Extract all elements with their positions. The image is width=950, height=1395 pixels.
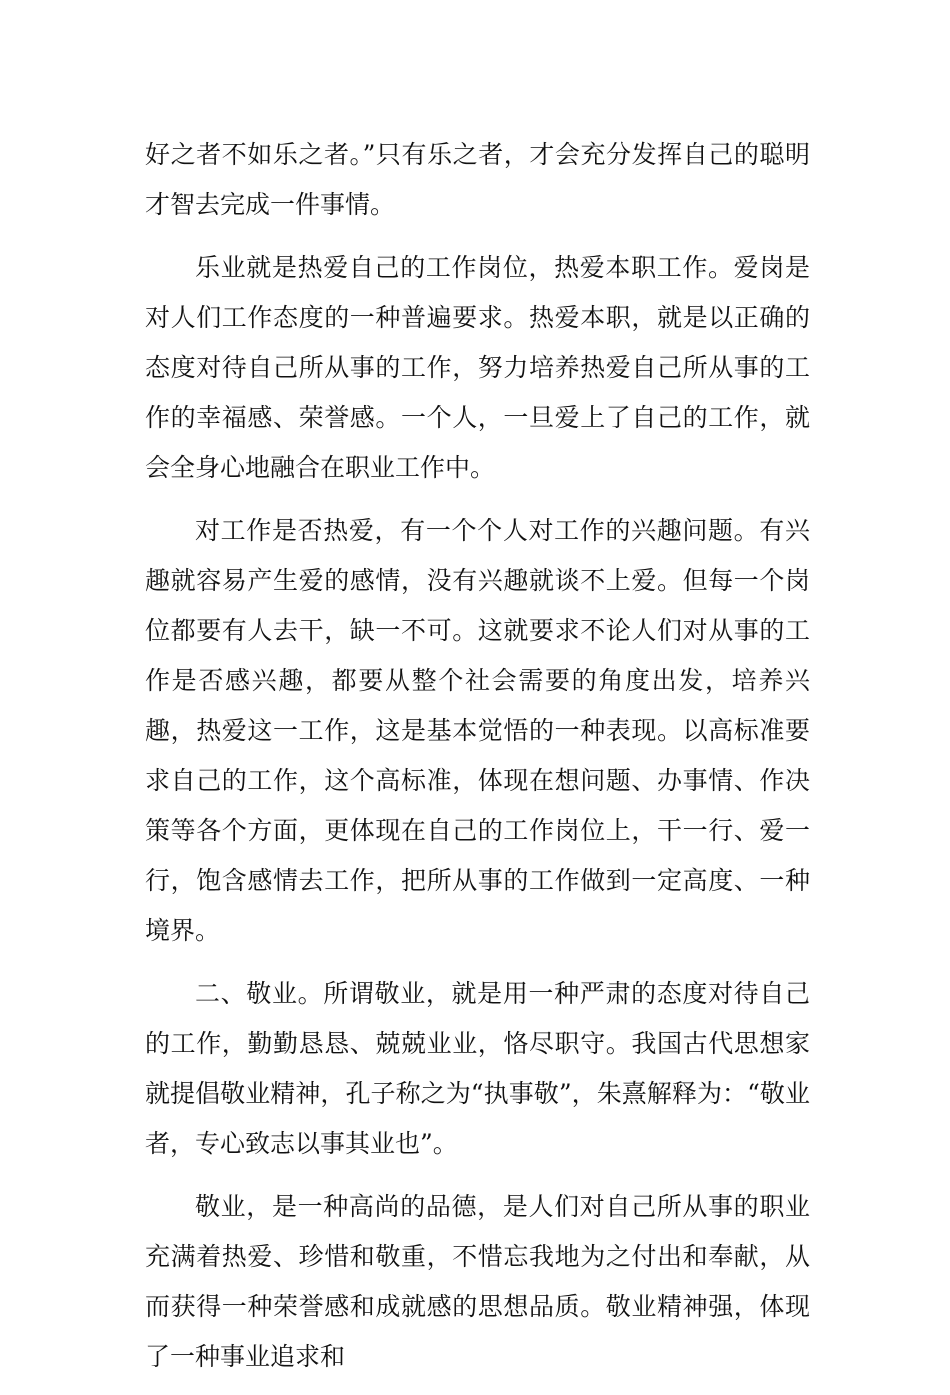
paragraph-leye: 乐业就是热爱自己的工作岗位，热爱本职工作。爱岗是对人们工作态度的一种普遍要求。热爱本职，就是以正确的态度对待自己所从事的工作，努力培养热爱自己所从事的工作的幸福感、荣誉感。一个人，一旦爱上了自己的工作，就会全身心地融合在职业工作中。 bbox=[145, 253, 810, 482]
document-body bbox=[145, 130, 810, 1395]
paragraph-continuation: 好之者不如乐之者。”只有乐之者，才会充分发挥自己的聪明才智去完成一件事情。 bbox=[145, 140, 810, 219]
paragraph-jingye-heading: 二、敬业。所谓敬业，就是用一种严肃的态度对待自己的工作，勤勤恳恳、兢兢业业，恪尽职守。我国古代思想家就提倡敬业精神，孔子称之为“执事敬”，朱熹解释为：“敬业者，专心致志以事其业也”。 bbox=[145, 979, 810, 1158]
paragraph-interest: 对工作是否热爱，有一个个人对工作的兴趣问题。有兴趣就容易产生爱的感情，没有兴趣就谈不上爱。但每一个岗位都要有人去干，缺一不可。这就要求不论人们对从事的工作是否感兴趣，都要从整个社会需要的角度出发，培养兴趣，热爱这一工作，这是基本觉悟的一种表现。以高标准要求自己的工作，这个高标准，体现在想问题、办事情、作决策等各个方面，更体现在自己的工作岗位上，干一行、爱一行，饱含感情去工作，把所从事的工作做到一定高度、一种境界。 bbox=[145, 516, 810, 945]
paragraph-jingye-virtue: 敬业，是一种高尚的品德，是人们对自己所从事的职业充满着热爱、珍惜和敬重，不惜忘我地为之付出和奉献，从而获得一种荣誉感和成就感的思想品质。敬业精神强，体现了一种事业追求和 bbox=[145, 1192, 810, 1371]
